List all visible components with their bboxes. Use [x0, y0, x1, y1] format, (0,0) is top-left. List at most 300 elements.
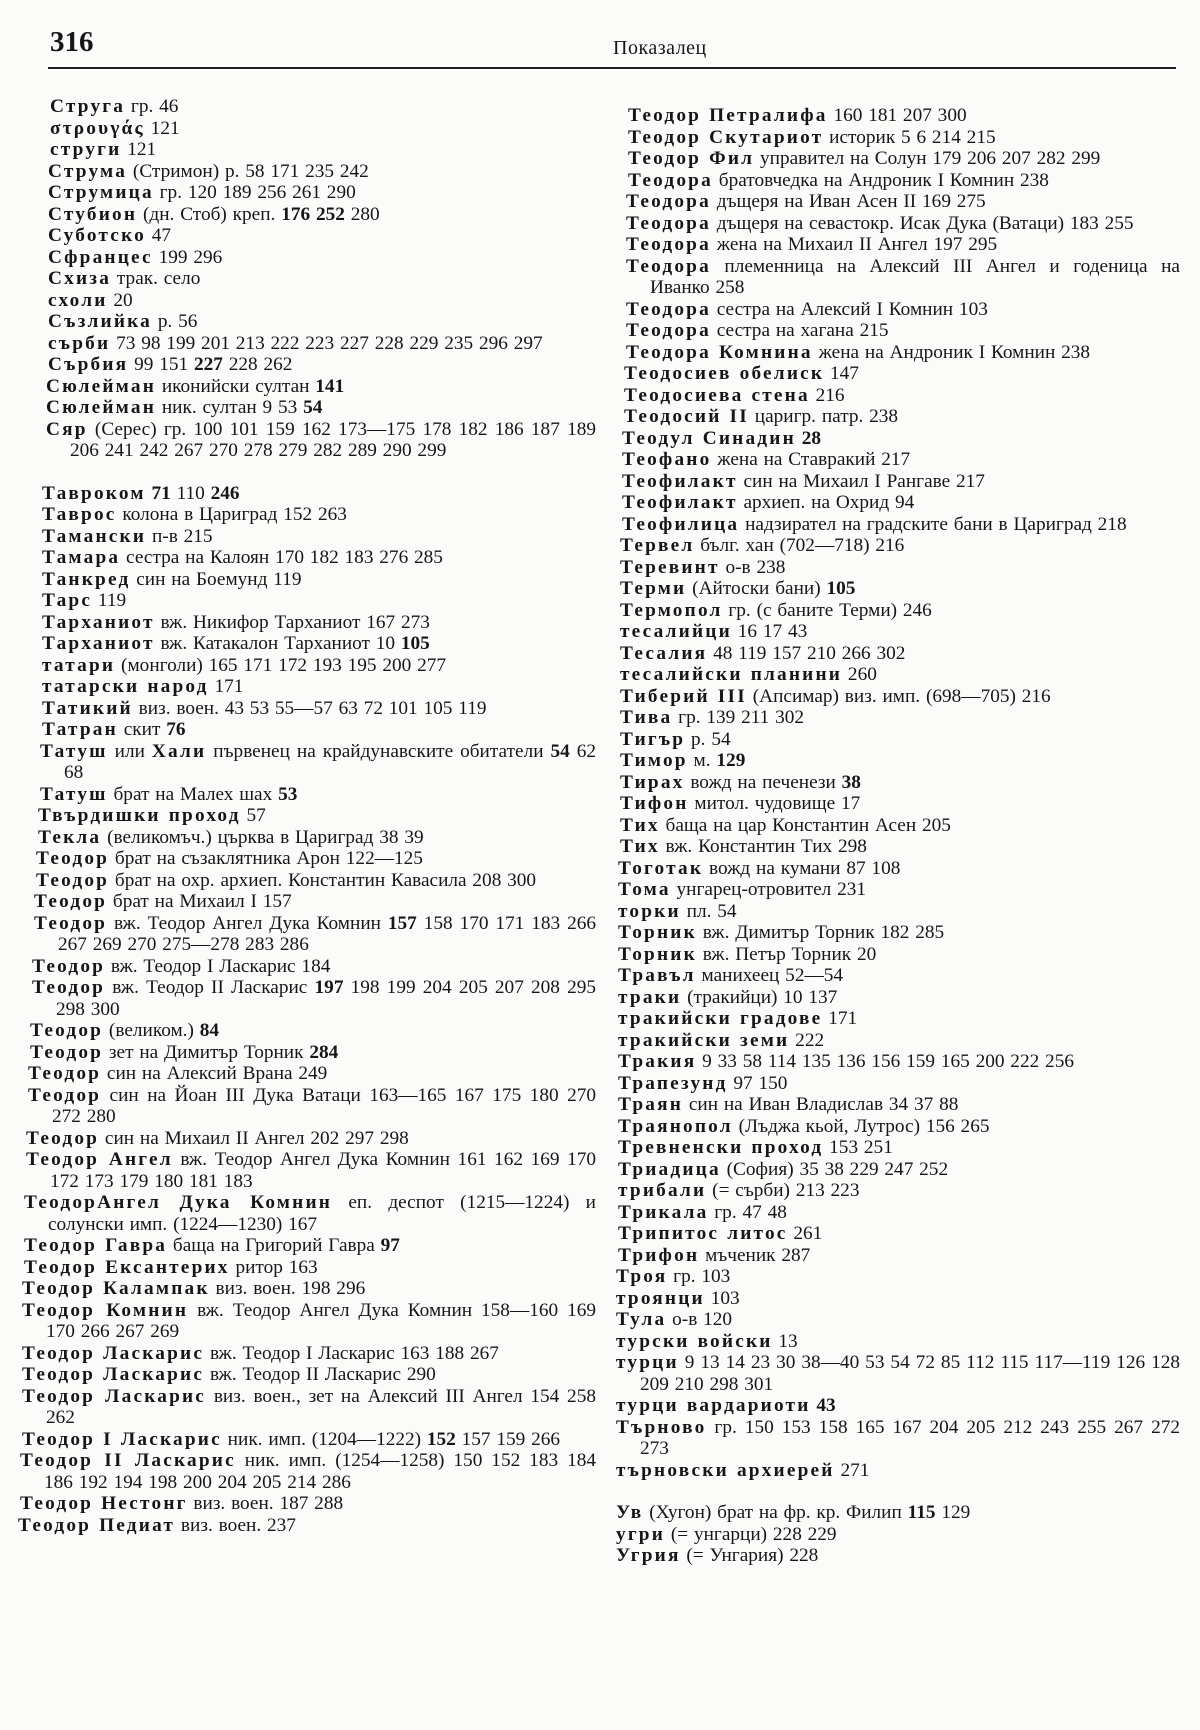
index-entry-text: сестра на Алексий I Комнин 103 — [710, 298, 988, 320]
index-headword: Струмица — [48, 182, 154, 203]
index-entry-text: (дн. Стоб) креп. — [137, 203, 282, 225]
index-entry-text: 121 — [121, 139, 157, 160]
index-entry-text: пл. 54 — [680, 900, 737, 922]
index-entry — [616, 1331, 1180, 1353]
index-entry — [626, 299, 1180, 321]
index-entry — [616, 1545, 1180, 1567]
index-entry — [42, 633, 596, 655]
index-entry — [48, 182, 596, 204]
page-header — [48, 20, 1176, 68]
index-entry — [48, 204, 596, 226]
index-entry-text: 158 170 171 183 266 267 269 270 275—278 283 286 — [58, 912, 596, 955]
index-headword: Теодор — [28, 1063, 102, 1084]
index-headword: Теодор — [32, 955, 106, 977]
index-entry — [618, 1159, 1180, 1181]
index-headword: Твърдишки проход — [38, 805, 241, 826]
index-entry — [616, 1502, 1180, 1524]
index-headword: Теодор — [36, 848, 110, 869]
page-reference-bold: 54 — [550, 740, 570, 762]
index-entry-text: историк 5 6 214 215 — [823, 126, 996, 148]
index-entry-text: брат на съзаклятника Арон 122—125 — [109, 848, 423, 869]
index-entry — [20, 1493, 596, 1515]
index-headword: Теодосиев обелиск — [624, 363, 825, 384]
index-entry-text: виз. воен. 198 296 — [209, 1278, 366, 1299]
page-reference-bold: 176 252 — [281, 203, 345, 225]
index-entry — [28, 1063, 596, 1085]
index-entry-text: гр. 46 — [125, 96, 179, 117]
index-entry — [42, 526, 596, 548]
index-entry-text: виз. воен. 43 53 55—57 63 72 101 105 119 — [132, 697, 487, 719]
index-entry-text: сестра на хагана 215 — [710, 320, 889, 341]
index-entry-text: вж. Петър Торник 20 — [696, 943, 877, 965]
index-entry — [626, 342, 1180, 364]
page-reference-bold: 284 — [309, 1041, 339, 1063]
index-entry — [18, 1515, 596, 1537]
index-headword: Татран — [42, 719, 118, 740]
index-column-left — [18, 96, 596, 1536]
index-entry-text: или — [107, 740, 152, 762]
index-entry — [42, 504, 596, 526]
index-headword: търновски архиерей — [616, 1459, 835, 1481]
index-headword: ТеодорАнгел Дука Комнин — [24, 1192, 333, 1213]
index-entry-text: (тракийци) 10 137 — [681, 986, 838, 1008]
index-entry — [620, 643, 1180, 665]
index-headword: Сърбия — [48, 354, 129, 375]
index-entry-text: (великом.) — [103, 1020, 200, 1041]
index-entry-text: сестра на Калоян 170 182 183 276 285 — [120, 547, 443, 568]
index-entry-text: брат на охр. архиеп. Константин Кавасила 208 300 — [109, 869, 537, 891]
index-entry — [22, 1343, 596, 1365]
index-entry — [626, 320, 1180, 342]
index-headword: Теодор Скутариот — [628, 126, 824, 148]
index-entry-text: вж. Теодор I Ласкарис 184 — [105, 955, 331, 977]
index-entry — [48, 247, 596, 269]
index-headword: Трикала — [618, 1201, 709, 1223]
index-headword: татарски народ — [42, 676, 209, 697]
index-entry — [618, 901, 1180, 923]
index-entry-text: царигр. патр. 238 — [748, 406, 899, 427]
index-entry — [616, 1352, 1180, 1395]
index-headword: Татуш — [40, 783, 108, 805]
index-headword: Тамански — [42, 525, 147, 547]
index-entry-text: 157 159 266 — [455, 1428, 561, 1450]
index-headword: Татуш — [40, 740, 108, 762]
index-headword: угри — [616, 1523, 666, 1545]
page-reference-bold: 197 — [314, 977, 344, 998]
index-entry-text: вж. Катакалон Тарханиот 10 — [154, 633, 401, 654]
index-headword: Теодор Ласкарис — [22, 1342, 205, 1364]
page-reference-bold: 28 — [795, 427, 821, 449]
index-headword: Струга — [50, 96, 126, 117]
index-entry-text: архиеп. на Охрид 94 — [737, 492, 915, 513]
index-entry — [622, 514, 1180, 536]
index-entry — [36, 870, 596, 892]
index-entry-text: 57 — [240, 805, 266, 826]
index-headword: Струма — [48, 160, 128, 182]
index-entry — [618, 1223, 1180, 1245]
index-entry-text: (монголи) 165 171 172 193 195 200 277 — [115, 654, 447, 676]
index-headword: Теодор Нестонг — [20, 1493, 188, 1514]
page-reference-bold: 141 — [315, 375, 345, 397]
index-headword: Тома — [618, 879, 671, 900]
index-headword: Татикий — [42, 697, 133, 719]
index-entry-text: 153 251 — [823, 1137, 893, 1158]
index-entry — [616, 1460, 1180, 1482]
index-headword: στρουγάς — [50, 117, 145, 139]
page-reference-bold: 71 — [145, 482, 171, 504]
index-entry — [620, 686, 1180, 708]
page-reference-bold: 97 — [380, 1235, 400, 1256]
index-headword: Тимор — [620, 750, 688, 771]
index-headword: торки — [618, 900, 681, 922]
index-entry-text: (Серес) гр. 100 101 159 162 173—175 178 182 186 187 189 206 241 242 267 270 278 279 282 289 290 299 — [70, 418, 596, 461]
index-entry — [620, 793, 1180, 815]
index-headword: Теодор — [34, 912, 108, 934]
index-entry-text: 171 — [822, 1008, 858, 1029]
index-entry — [618, 1051, 1180, 1073]
index-headword: Тесалия — [620, 642, 708, 664]
index-entry-text: гр. 139 211 302 — [672, 707, 805, 728]
index-headword: сърби — [48, 332, 111, 354]
index-entry — [20, 1450, 596, 1493]
index-entry-text: (Айтоски бани) — [686, 578, 827, 599]
index-headword: Тих — [620, 836, 660, 857]
index-entry — [618, 1030, 1180, 1052]
index-entry — [40, 741, 596, 784]
index-headword: Теодор Петралифа — [628, 105, 828, 126]
index-headword: Тоготак — [618, 857, 704, 879]
index-entry-text: жена на Андроник I Комнин 238 — [812, 341, 1091, 363]
index-entry — [48, 333, 596, 355]
index-headword: Сюлейман — [46, 397, 157, 418]
index-entry-text: о-в 238 — [719, 556, 786, 578]
index-entry — [624, 363, 1180, 385]
index-headword: Теодора — [626, 234, 711, 255]
index-headword: татари — [42, 654, 116, 676]
index-entry — [618, 1094, 1180, 1116]
index-entry — [618, 1073, 1180, 1095]
index-entry — [32, 956, 596, 978]
index-entry-text: гр. 47 48 — [708, 1201, 787, 1223]
index-entry — [40, 784, 596, 806]
index-entry-text: 9 33 58 114 135 136 156 159 165 200 222 256 — [696, 1051, 1074, 1072]
letter-section-gap — [18, 462, 596, 483]
index-entry — [32, 977, 596, 1020]
index-entry — [22, 1278, 596, 1300]
index-entry — [620, 578, 1180, 600]
index-headword: Тервел — [620, 535, 695, 556]
running-title: Показалец — [613, 37, 707, 59]
index-entry — [620, 664, 1180, 686]
index-entry-text: управител на Солун 179 206 207 282 299 — [754, 148, 1101, 169]
index-headword: Ув — [616, 1502, 644, 1523]
index-entry — [42, 590, 596, 612]
index-headword: Хали — [151, 740, 207, 762]
index-entry-text: мъченик 287 — [699, 1244, 811, 1266]
index-entry-text: 260 — [842, 664, 877, 685]
index-entry — [24, 1235, 596, 1257]
page-reference-bold: 129 — [716, 750, 746, 771]
index-headword: Теодор Ласкарис — [22, 1364, 205, 1385]
header-rule — [48, 67, 1176, 69]
index-entry-text: 103 — [704, 1287, 740, 1309]
index-entry — [618, 1245, 1180, 1267]
index-entry-text: 16 17 43 — [731, 621, 808, 642]
index-entry — [622, 428, 1180, 450]
index-entry — [620, 621, 1180, 643]
index-headword: Тула — [616, 1309, 667, 1330]
index-headword: Тракия — [618, 1051, 697, 1072]
index-entry-text: 271 — [834, 1459, 870, 1481]
index-headword: Теофилакт — [622, 470, 738, 492]
index-entry — [22, 1429, 596, 1451]
index-entry-text: 97 150 — [727, 1072, 788, 1094]
index-entry-text: баща на Григорий Гавра — [167, 1235, 381, 1256]
index-headword: схоли — [48, 289, 108, 311]
index-entry-text: син на Алексий Врана 249 — [101, 1063, 328, 1084]
index-entry-text: вж. Димитър Торник 182 285 — [696, 922, 945, 943]
index-headword: Съзлийка — [48, 311, 153, 332]
index-entry-text: първенец на крайдунавските обитатели — [206, 740, 551, 762]
index-entry — [620, 707, 1180, 729]
index-entry-text: гр. (с баните Терми) 246 — [722, 599, 932, 621]
index-entry-text: п-в 215 — [146, 525, 213, 547]
page-reference-bold: 157 — [387, 912, 417, 934]
index-entry-text: скит — [117, 719, 167, 740]
index-entry — [626, 213, 1180, 235]
index-entry — [620, 729, 1180, 751]
index-headword: Теодора Комнина — [626, 341, 813, 363]
index-headword: Травъл — [618, 965, 696, 986]
index-entry — [618, 1180, 1180, 1202]
index-entry — [46, 397, 596, 419]
index-headword: Тифон — [620, 793, 689, 814]
index-headword: турски войски — [616, 1330, 773, 1352]
index-headword: Угрия — [616, 1545, 681, 1566]
index-entry — [616, 1309, 1180, 1331]
index-entry-text: 199 296 — [152, 246, 223, 268]
index-entry — [624, 406, 1180, 428]
index-entry-text: вж. Теодор Ангел Дука Комнин 158—160 169 170 266 267 269 — [46, 1299, 596, 1342]
index-headword: Стубион — [48, 203, 138, 225]
index-headword: Тамара — [42, 547, 121, 568]
index-headword: тесалийски планини — [620, 664, 843, 685]
index-entry — [618, 879, 1180, 901]
index-headword: струги — [50, 139, 122, 160]
index-entry — [34, 913, 596, 956]
index-entry — [50, 118, 596, 140]
index-entry — [48, 268, 596, 290]
index-entry — [26, 1149, 596, 1192]
index-entry — [618, 1202, 1180, 1224]
index-entry-text: 62 68 — [64, 740, 596, 783]
index-entry-text: унгарец-отровител 231 — [670, 879, 867, 900]
index-entry — [42, 612, 596, 634]
index-entry-text: (Лъджа кьой, Лутрос) 156 265 — [732, 1115, 990, 1137]
index-entry — [620, 772, 1180, 794]
index-entry — [48, 354, 596, 376]
index-entry-text: (= сърби) 213 223 — [706, 1180, 860, 1201]
index-entry — [24, 1192, 596, 1235]
index-headword: Текла — [38, 826, 102, 848]
index-headword: Теодосиева стена — [624, 384, 810, 406]
index-headword: Тарханиот — [42, 611, 155, 633]
index-entry — [626, 256, 1180, 299]
index-entry — [616, 1524, 1180, 1546]
index-entry-text: р. 54 — [685, 728, 731, 750]
index-headword: Тих — [620, 814, 660, 836]
index-headword: Теодора — [628, 169, 713, 191]
index-entry-text: 171 — [208, 676, 244, 697]
index-headword: Теодул Синадин — [622, 427, 796, 449]
index-entry — [616, 1395, 1180, 1417]
index-entry-text: вж. Теодор II Ласкарис — [105, 977, 315, 998]
index-entry — [38, 827, 596, 849]
index-entry — [622, 492, 1180, 514]
index-headword: Танкред — [42, 568, 131, 590]
index-entry — [48, 225, 596, 247]
index-entry — [42, 483, 596, 505]
page-reference-bold: 246 — [210, 482, 240, 504]
index-headword: Сфранцес — [48, 246, 153, 268]
index-headword: Тиберий III — [620, 685, 747, 707]
index-entry-text: еп. деспот (1215—1224) и солунски имп. (1224—1230) 167 — [48, 1192, 596, 1235]
index-entry-text: племенница на Алексий III Ангел и годеница на Иванко 258 — [650, 255, 1180, 298]
index-entry-text: ник. имп. (1254—1258) 150 152 183 184 186 192 194 198 200 204 205 214 286 — [44, 1450, 596, 1493]
index-entry — [46, 419, 596, 462]
index-entry — [622, 471, 1180, 493]
index-entry-text: син на Йоан III Дука Ватаци 163—165 167 175 180 270 272 280 — [52, 1084, 596, 1127]
index-entry — [46, 376, 596, 398]
index-entry — [34, 891, 596, 913]
index-entry-text: 99 151 — [128, 354, 194, 375]
index-entry-text: син на Михаил I Рангаве 217 — [737, 470, 985, 492]
index-headword: Теодор — [30, 1041, 104, 1063]
index-entry-text: р. 56 — [152, 311, 198, 332]
index-entry-text: вожд на кумани 87 108 — [703, 857, 901, 879]
index-entry — [618, 944, 1180, 966]
index-headword: Теодосий II — [624, 406, 749, 427]
index-headword: Тива — [620, 707, 673, 728]
index-entry — [22, 1364, 596, 1386]
index-entry-text: брат на Малех шах — [107, 783, 279, 805]
index-headword: Троя — [616, 1266, 668, 1287]
index-entry — [620, 836, 1180, 858]
index-headword: трибали — [618, 1180, 707, 1201]
index-headword: турци — [616, 1352, 679, 1373]
index-entry-text: виз. воен. 237 — [175, 1514, 296, 1536]
index-entry-text: 20 — [107, 289, 133, 311]
index-entry — [26, 1128, 596, 1150]
index-entry-text: трак. село — [111, 268, 201, 289]
index-headword: Теофилакт — [622, 492, 738, 513]
index-entry — [620, 750, 1180, 772]
index-entry — [618, 1116, 1180, 1138]
index-entry-text: ритор 163 — [229, 1256, 318, 1278]
index-entry — [628, 105, 1180, 127]
index-entry — [620, 815, 1180, 837]
index-entry-text: 73 98 199 201 213 222 223 227 228 229 235 296 297 — [110, 332, 543, 354]
page-reference-bold: 76 — [166, 719, 186, 740]
index-entry — [624, 385, 1180, 407]
index-entry — [620, 535, 1180, 557]
page-reference-bold: 43 — [810, 1395, 836, 1416]
index-entry-text: гр. 150 153 158 165 167 204 205 212 243 255 267 272 273 — [640, 1416, 1180, 1459]
index-entry — [616, 1417, 1180, 1460]
index-headword: Теодор Комнин — [22, 1299, 189, 1321]
index-entry — [42, 719, 596, 741]
index-entry — [626, 191, 1180, 213]
index-entry — [22, 1386, 596, 1429]
index-entry-text: ник. султан 9 53 — [156, 397, 304, 418]
index-entry — [628, 170, 1180, 192]
index-entry — [626, 234, 1180, 256]
index-headword: Тарханиот — [42, 633, 155, 654]
index-entry-text: 121 — [144, 117, 180, 139]
index-entry-text: о-в 120 — [666, 1309, 733, 1330]
index-entry-text: (София) 35 38 229 247 252 — [720, 1158, 949, 1180]
index-entry-text: 216 — [809, 384, 845, 406]
index-entry — [628, 148, 1180, 170]
index-headword: траки — [618, 986, 682, 1008]
index-entry — [38, 805, 596, 827]
index-headword: Теодора — [626, 255, 711, 277]
index-headword: Теодор — [36, 869, 110, 891]
index-entry-text: (Апсимар) виз. имп. (698—705) 216 — [746, 685, 1051, 707]
index-entry-text: (= Унгария) 228 — [680, 1545, 819, 1566]
index-entry-text: манихеец 52—54 — [695, 965, 844, 986]
index-headword: Тирах — [620, 771, 685, 793]
index-headword: троянци — [616, 1287, 705, 1309]
index-headword: Торник — [618, 943, 697, 965]
page-reference-bold: 84 — [199, 1020, 220, 1041]
page-reference-bold: 105 — [826, 578, 856, 599]
index-entry-text: 198 199 204 205 207 208 295 298 300 — [56, 977, 596, 1020]
index-entry-text: дъщеря на Иван Асен II 169 275 — [710, 191, 986, 212]
page-reference-bold: 38 — [841, 771, 861, 793]
index-entry — [618, 1137, 1180, 1159]
index-headword: турци вардариоти — [616, 1395, 811, 1416]
index-headword: Теодор — [32, 977, 106, 998]
index-entry — [42, 698, 596, 720]
index-entry — [618, 922, 1180, 944]
index-column-right — [616, 105, 1180, 1567]
index-entry — [616, 1288, 1180, 1310]
page-reference-bold: 227 — [193, 354, 223, 375]
index-entry-text: 222 — [789, 1029, 825, 1051]
index-headword: Схиза — [48, 268, 112, 289]
index-entry-text: братовчедка на Андроник I Комнин 238 — [712, 169, 1049, 191]
index-headword: Търново — [616, 1416, 707, 1438]
index-headword: Тигър — [620, 728, 686, 750]
index-entry-text: 261 — [787, 1223, 823, 1244]
page-reference-bold: 53 — [278, 783, 298, 805]
index-entry-text: митол. чудовище 17 — [688, 793, 861, 814]
index-entry-text: (= унгарци) 228 229 — [665, 1523, 837, 1545]
index-headword: Траян — [618, 1094, 684, 1115]
index-entry — [616, 1266, 1180, 1288]
index-headword: Теодора — [626, 298, 711, 320]
page-reference-bold: 152 — [426, 1428, 456, 1450]
index-entry-text: бълг. хан (702—718) 216 — [694, 535, 905, 556]
page-reference-bold: 115 — [907, 1502, 936, 1523]
index-headword: Теодор Ангел — [26, 1149, 173, 1170]
index-entry-text: зет на Димитър Торник — [103, 1041, 310, 1063]
index-headword: Теодор Фил — [628, 148, 755, 169]
index-entry-text: жена на Михаил II Ангел 197 295 — [710, 234, 998, 255]
index-entry-text: 9 13 14 23 30 38—40 53 54 72 85 112 115 117—119 126 128 209 210 298 301 — [640, 1352, 1180, 1395]
page-reference-bold: 54 — [303, 397, 323, 418]
